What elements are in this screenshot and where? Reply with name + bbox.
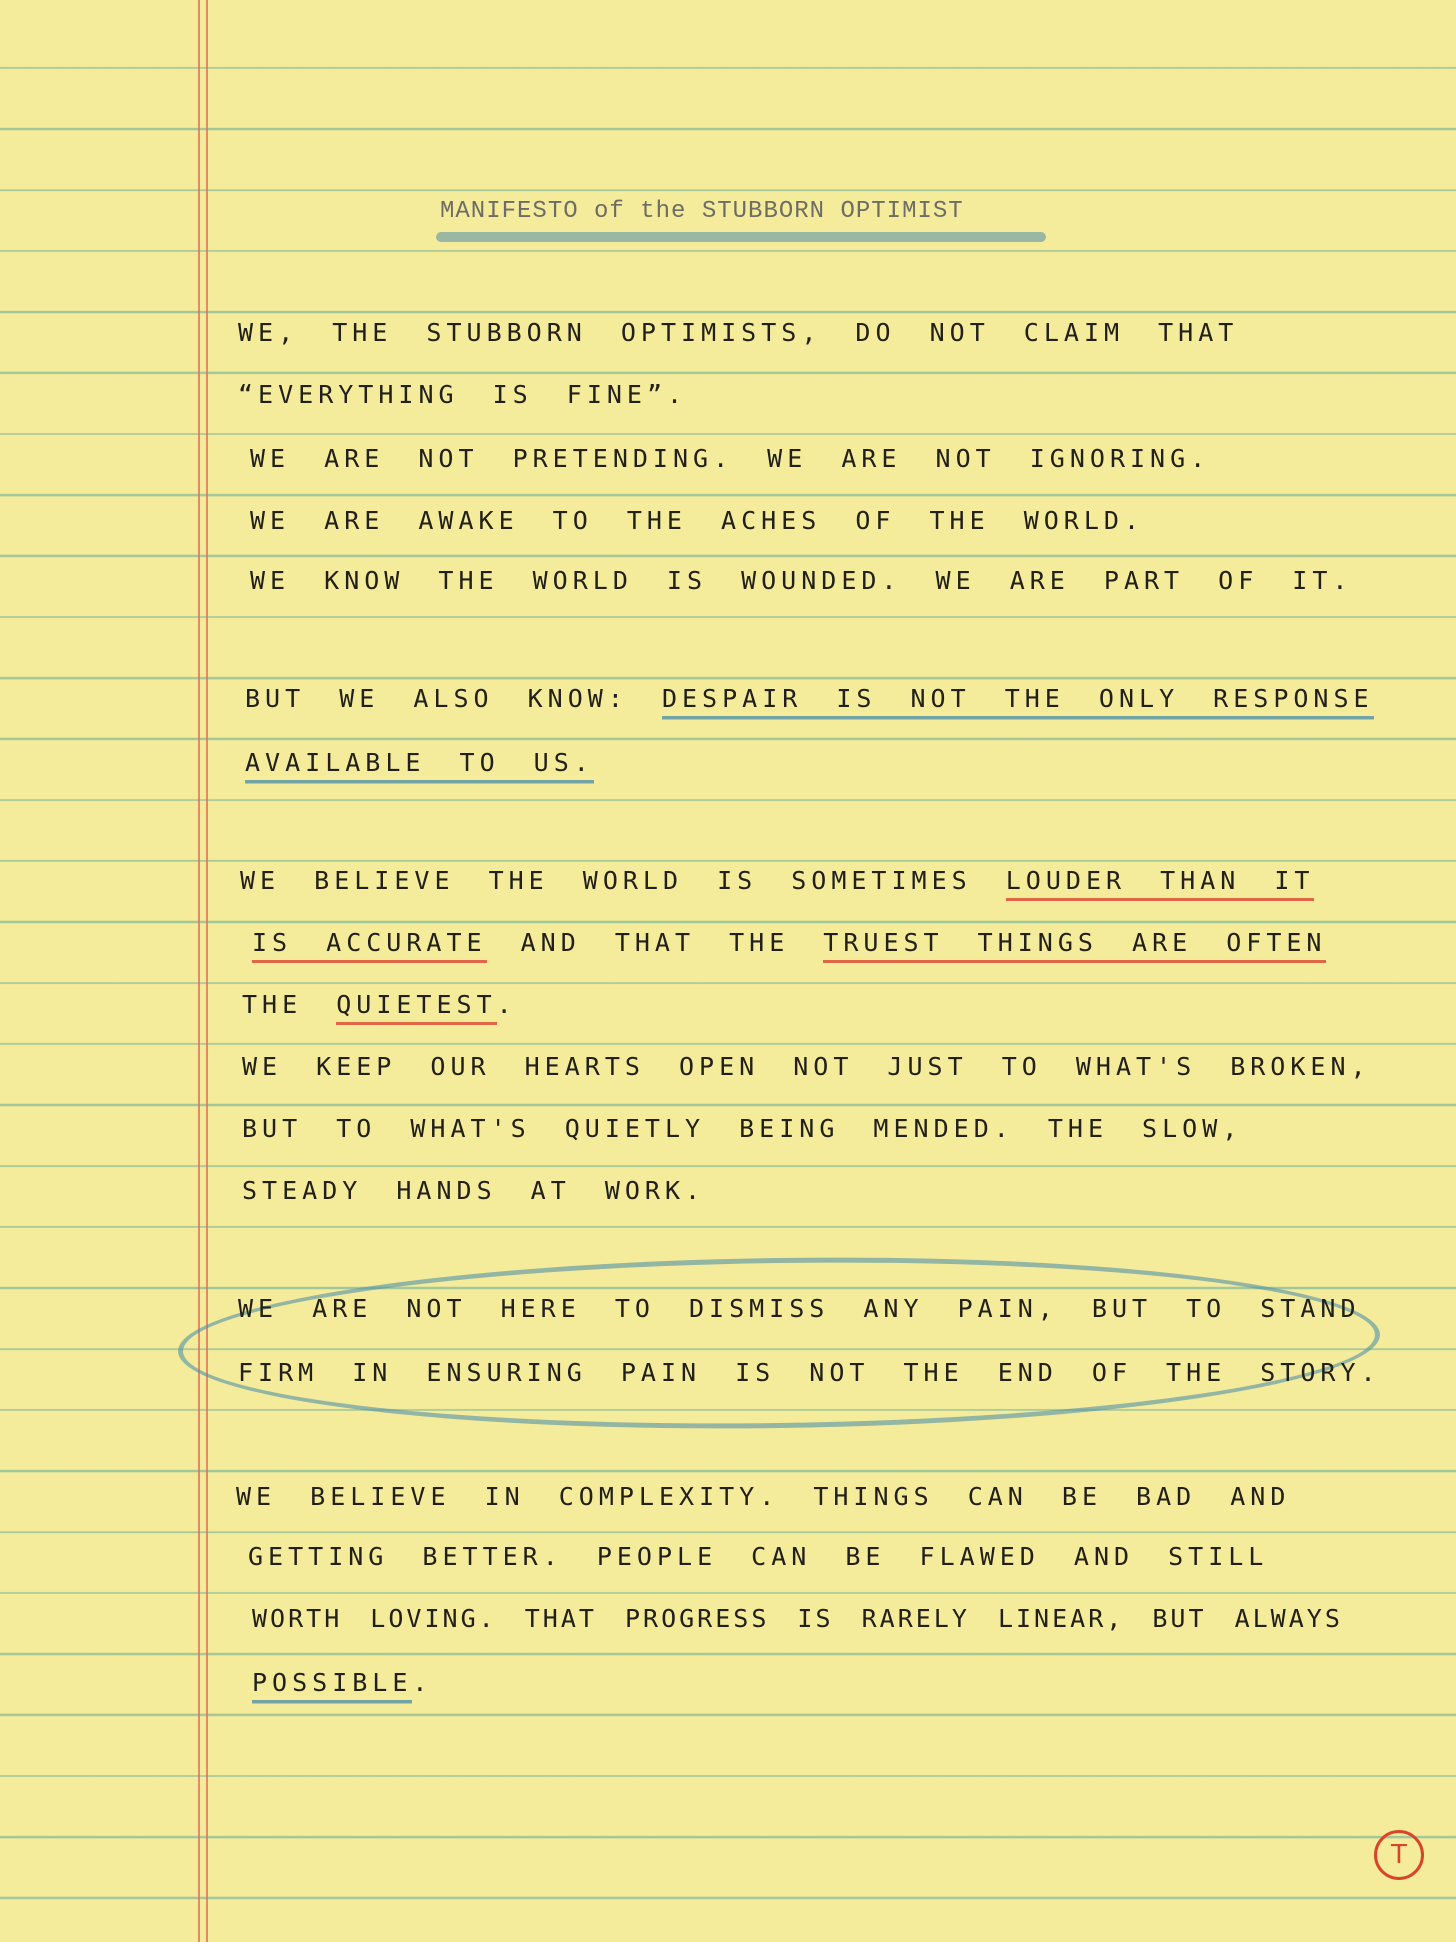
text-segment: BUT WE ALSO KNOW: bbox=[245, 684, 662, 713]
underlined-phrase: AVAILABLE TO US. bbox=[245, 748, 594, 785]
text-line bbox=[245, 748, 594, 777]
text-line: WORTH LOVING. THAT PROGRESS IS RARELY LINEAR, BUT ALWAYS bbox=[252, 1604, 1343, 1633]
text-segment: THE bbox=[242, 990, 337, 1019]
underlined-phrase: TRUEST THINGS ARE OFTEN bbox=[823, 928, 1326, 965]
text-line: WE, THE STUBBORN OPTIMISTS, DO NOT CLAIM THAT bbox=[238, 318, 1239, 347]
text-line bbox=[252, 1668, 432, 1697]
text-line: FIRM IN ENSURING PAIN IS NOT THE END OF THE STORY. bbox=[238, 1358, 1381, 1387]
text-line bbox=[242, 990, 517, 1019]
text-segment: WE BELIEVE THE WORLD IS SOMETIMES bbox=[240, 866, 1006, 895]
text-line: WE BELIEVE IN COMPLEXITY. THINGS CAN BE BAD AND bbox=[236, 1482, 1291, 1511]
document-title: MANIFESTO of the STUBBORN OPTIMIST bbox=[440, 198, 964, 225]
margin-line bbox=[198, 0, 200, 1942]
text-line: WE ARE AWAKE TO THE ACHES OF THE WORLD. bbox=[250, 506, 1144, 535]
text-line bbox=[252, 928, 1326, 957]
circled-passage bbox=[177, 1250, 1381, 1437]
underlined-phrase: POSSIBLE bbox=[252, 1668, 412, 1705]
underlined-phrase: IS ACCURATE bbox=[252, 928, 487, 965]
text-line bbox=[245, 684, 1374, 713]
underlined-phrase: DESPAIR IS NOT THE ONLY RESPONSE bbox=[662, 684, 1374, 721]
text-line: STEADY HANDS AT WORK. bbox=[242, 1176, 706, 1205]
text-line: WE ARE NOT PRETENDING. WE ARE NOT IGNORING. bbox=[250, 444, 1211, 473]
text-segment: AND THAT THE bbox=[486, 928, 824, 957]
text-line bbox=[240, 866, 1314, 895]
text-line: WE ARE NOT HERE TO DISMISS ANY PAIN, BUT TO STAND bbox=[238, 1294, 1361, 1323]
page-mark-circled-letter: T bbox=[1374, 1830, 1424, 1880]
text-line: “EVERYTHING IS FINE”. bbox=[238, 380, 688, 409]
text-line: GETTING BETTER. PEOPLE CAN BE FLAWED AND STILL bbox=[248, 1542, 1269, 1571]
margin-line bbox=[206, 0, 208, 1942]
text-line: WE KEEP OUR HEARTS OPEN NOT JUST TO WHAT'S BROKEN, bbox=[242, 1052, 1371, 1081]
text-line: BUT TO WHAT'S QUIETLY BEING MENDED. THE SLOW, bbox=[242, 1114, 1243, 1143]
underlined-phrase: LOUDER THAN IT bbox=[1006, 866, 1315, 903]
text-segment: . bbox=[412, 1668, 433, 1697]
title-highlight bbox=[436, 232, 1046, 242]
text-line: WE KNOW THE WORLD IS WOUNDED. WE ARE PART OF IT. bbox=[250, 566, 1353, 595]
underlined-phrase: QUIETEST bbox=[336, 990, 496, 1027]
text-segment: . bbox=[496, 990, 517, 1019]
